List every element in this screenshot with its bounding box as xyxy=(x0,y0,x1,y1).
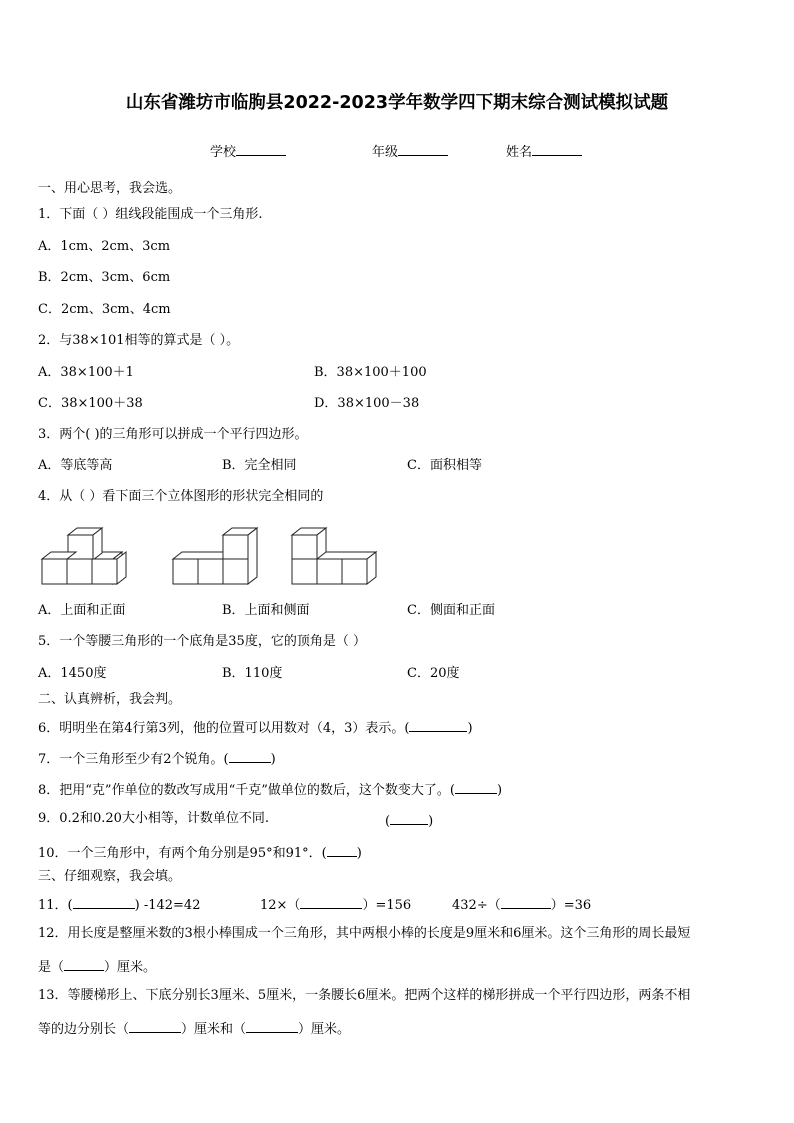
q9-text: 9．0.2和0.20大小相等，计数单位不同. xyxy=(38,811,270,826)
q4-option-a[interactable]: A．上面和正面 xyxy=(38,603,126,618)
q11-part-c xyxy=(452,895,591,914)
cube-figure-1 xyxy=(38,526,134,588)
q11-a-suffix: ) -142=42 xyxy=(134,898,201,913)
grade-blank[interactable] xyxy=(398,142,448,156)
q4-option-b[interactable]: B．上面和侧面 xyxy=(222,603,310,618)
q3-option-a[interactable]: A．等底等高 xyxy=(38,458,113,473)
q5-stem: 5．一个等腰三角形的一个底角是35度，它的顶角是（ ） xyxy=(38,634,366,649)
q6-answer-blank[interactable] xyxy=(409,718,467,732)
q4-option-c[interactable]: C．侧面和正面 xyxy=(407,603,495,618)
q11-b-suffix: ）=156 xyxy=(362,898,412,913)
q5-option-c[interactable]: C．20度 xyxy=(407,666,460,681)
q12-line2 xyxy=(38,957,156,976)
q1-stem: 1．下面（ ）组线段能围成一个三角形. xyxy=(38,207,263,222)
q2-option-a[interactable]: A．38×100＋1 xyxy=(38,365,134,380)
q7-text: 7．一个三角形至少有2个锐角。( xyxy=(38,752,229,767)
q7 xyxy=(38,749,276,768)
q13-answer-blank-1[interactable] xyxy=(129,1019,181,1033)
q12-line1: 12．用长度是整厘米数的3根小棒围成一个三角形，其中两根小棒的长度是9厘米和6厘米。这个三角形的周长最短 xyxy=(38,926,691,941)
q11-c-prefix: 432÷（ xyxy=(452,898,501,913)
school-label: 学校 xyxy=(210,145,237,160)
q10 xyxy=(38,843,362,862)
q9-answer xyxy=(385,811,433,830)
q11-b-blank[interactable] xyxy=(300,895,362,909)
q5-option-b[interactable]: B．110度 xyxy=(222,666,283,681)
q9-answer-blank[interactable] xyxy=(390,811,428,825)
q2-option-c[interactable]: C．38×100＋38 xyxy=(38,396,143,411)
q3-stem: 3．两个( )的三角形可以拼成一个平行四边形。 xyxy=(38,427,308,442)
section-1-heading: 一、用心思考，我会选。 xyxy=(38,181,182,196)
q3-option-b[interactable]: B．完全相同 xyxy=(222,458,297,473)
q9-close: ) xyxy=(428,814,434,829)
q11-a-prefix: 11．( xyxy=(38,898,73,913)
q11-c-suffix: ）=36 xyxy=(550,898,592,913)
q1-option-a[interactable]: A．1cm、2cm、3cm xyxy=(38,239,171,254)
q8 xyxy=(38,780,502,799)
q5-option-a[interactable]: A．1450度 xyxy=(38,666,107,681)
section-2-heading: 二、认真辨析，我会判。 xyxy=(38,692,182,707)
q2-option-b[interactable]: B．38×100＋100 xyxy=(314,365,427,380)
q13-middle: ）厘米和（ xyxy=(181,1022,247,1037)
q6 xyxy=(38,718,473,737)
q9-open: ( xyxy=(385,814,391,829)
q13-answer-blank-2[interactable] xyxy=(246,1019,298,1033)
q11-a-blank[interactable] xyxy=(73,895,135,909)
grade-label: 年级 xyxy=(372,145,399,160)
q11-part-b xyxy=(260,895,411,914)
q12-prefix: 是（ xyxy=(38,960,65,975)
q12-suffix: ）厘米。 xyxy=(104,960,157,975)
q11-c-blank[interactable] xyxy=(501,895,551,909)
q2-stem: 2．与38×101相等的算式是（ ）。 xyxy=(38,333,240,348)
q12-answer-blank[interactable] xyxy=(64,957,104,971)
page-title: 山东省潍坊市临朐县2022-2023学年数学四下期末综合测试模拟试题 xyxy=(125,93,669,113)
q7-answer-blank[interactable] xyxy=(229,749,271,763)
name-blank[interactable] xyxy=(532,142,582,156)
school-blank[interactable] xyxy=(236,142,286,156)
q1-option-b[interactable]: B．2cm、3cm、6cm xyxy=(38,270,171,285)
q13-prefix: 等的边分别长（ xyxy=(38,1022,130,1037)
q10-text: 10．一个三角形中，有两个角分别是95°和91°．( xyxy=(38,846,327,861)
name-label: 姓名 xyxy=(506,145,533,160)
cube-figure-3 xyxy=(290,526,386,588)
q11-b-prefix: 12×（ xyxy=(260,898,301,913)
q3-option-c[interactable]: C．面积相等 xyxy=(407,458,482,473)
q10-close: ) xyxy=(356,846,362,861)
school-field[interactable] xyxy=(210,141,286,160)
q13-line1: 13．等腰梯形上、下底分别长3厘米、5厘米，一条腰长6厘米。把两个这样的梯形拼成一个平行四边形，两条不相 xyxy=(38,988,691,1003)
q2-option-d[interactable]: D．38×100－38 xyxy=(314,396,420,411)
cube-figure-2 xyxy=(172,526,268,588)
q6-close: ) xyxy=(467,721,473,736)
q4-stem: 4．从（ ）看下面三个立体图形的形状完全相同的 xyxy=(38,489,324,504)
q1-option-c[interactable]: C．2cm、3cm、4cm xyxy=(38,302,171,317)
q8-text: 8．把用“克”作单位的数改写成用“千克”做单位的数后，这个数变大了。( xyxy=(38,783,455,798)
q7-close: ) xyxy=(270,752,276,767)
q11-part-a xyxy=(38,895,200,914)
q6-text: 6．明明坐在第4行第3列，他的位置可以用数对（4，3）表示。( xyxy=(38,721,410,736)
q8-answer-blank[interactable] xyxy=(455,780,497,794)
name-field[interactable] xyxy=(506,141,582,160)
q13-suffix: ）厘米。 xyxy=(298,1022,351,1037)
section-3-heading: 三、仔细观察，我会填。 xyxy=(38,869,182,884)
q8-close: ) xyxy=(496,783,503,798)
q13-line2 xyxy=(38,1019,350,1038)
q10-answer-blank[interactable] xyxy=(327,843,357,857)
grade-field[interactable] xyxy=(372,141,448,160)
